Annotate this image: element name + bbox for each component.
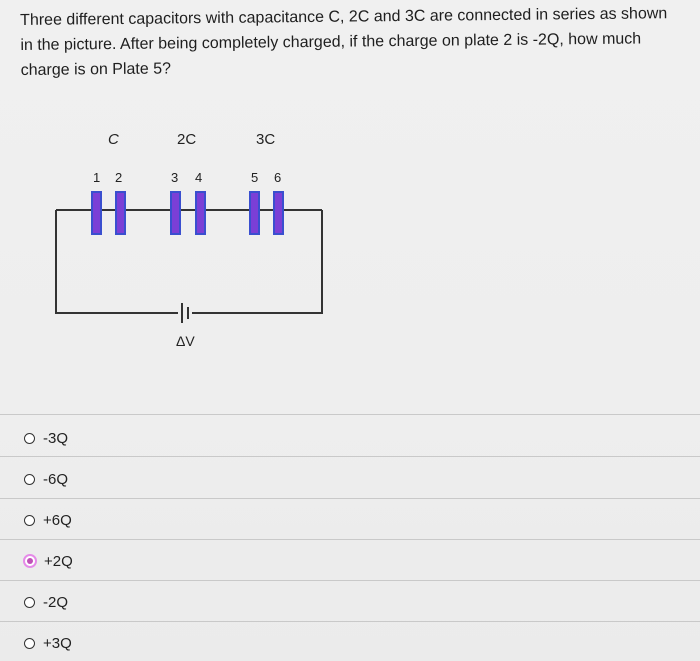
battery-label: ΔV <box>176 333 195 349</box>
circuit-diagram <box>0 120 700 360</box>
circuit-svg <box>0 120 700 360</box>
plate-1 <box>92 192 101 234</box>
plate-label-5: 5 <box>251 170 259 185</box>
plate-label-6: 6 <box>274 170 282 185</box>
plate-label-4: 4 <box>195 170 203 185</box>
option-5[interactable] <box>24 590 68 614</box>
capacitor-label-2c: 2C <box>177 131 197 148</box>
capacitor-label-3c: 3C <box>256 131 276 148</box>
question-line: Three different capacitors with capacitance C, 2C and 3C are connected in series as shown <box>20 5 668 29</box>
plate-3 <box>171 192 180 234</box>
divider <box>0 498 700 499</box>
radio-dot-icon <box>27 558 33 564</box>
option-label: +6Q <box>43 511 72 529</box>
plate-5 <box>250 192 259 234</box>
radio-button[interactable] <box>24 638 35 649</box>
option-label: +3Q <box>43 634 72 652</box>
option-6[interactable] <box>24 631 72 655</box>
option-1[interactable] <box>24 426 68 450</box>
radio-button[interactable] <box>24 597 35 608</box>
plate-label-1: 1 <box>93 170 101 185</box>
capacitor-label-c: C <box>108 131 119 148</box>
option-3[interactable] <box>24 508 72 532</box>
capacitor-3c <box>250 192 283 234</box>
option-label: -2Q <box>43 593 69 611</box>
option-label: -3Q <box>43 429 69 447</box>
plate-4 <box>196 192 205 234</box>
divider <box>0 456 700 457</box>
question-line: in the picture. After being completely charged, if the charge on plate 2 is -2Q, how much <box>20 30 642 54</box>
divider <box>0 621 700 622</box>
battery-icon <box>178 303 192 323</box>
radio-button-selected[interactable] <box>23 554 37 568</box>
option-4[interactable] <box>24 549 73 573</box>
question-text <box>20 1 693 83</box>
plate-6 <box>274 192 283 234</box>
divider <box>0 539 700 540</box>
capacitor-c <box>92 192 125 234</box>
capacitor-2c <box>171 192 205 234</box>
divider <box>0 580 700 581</box>
plate-label-2: 2 <box>115 170 123 185</box>
radio-button[interactable] <box>24 474 35 485</box>
radio-button[interactable] <box>24 515 35 526</box>
plate-2 <box>116 192 125 234</box>
option-label: +2Q <box>44 552 73 570</box>
option-label: -6Q <box>43 470 69 488</box>
divider <box>0 414 700 415</box>
radio-button[interactable] <box>24 433 35 444</box>
question-line: charge is on Plate 5? <box>20 60 172 79</box>
plate-label-3: 3 <box>171 170 179 185</box>
option-2[interactable] <box>24 467 68 491</box>
